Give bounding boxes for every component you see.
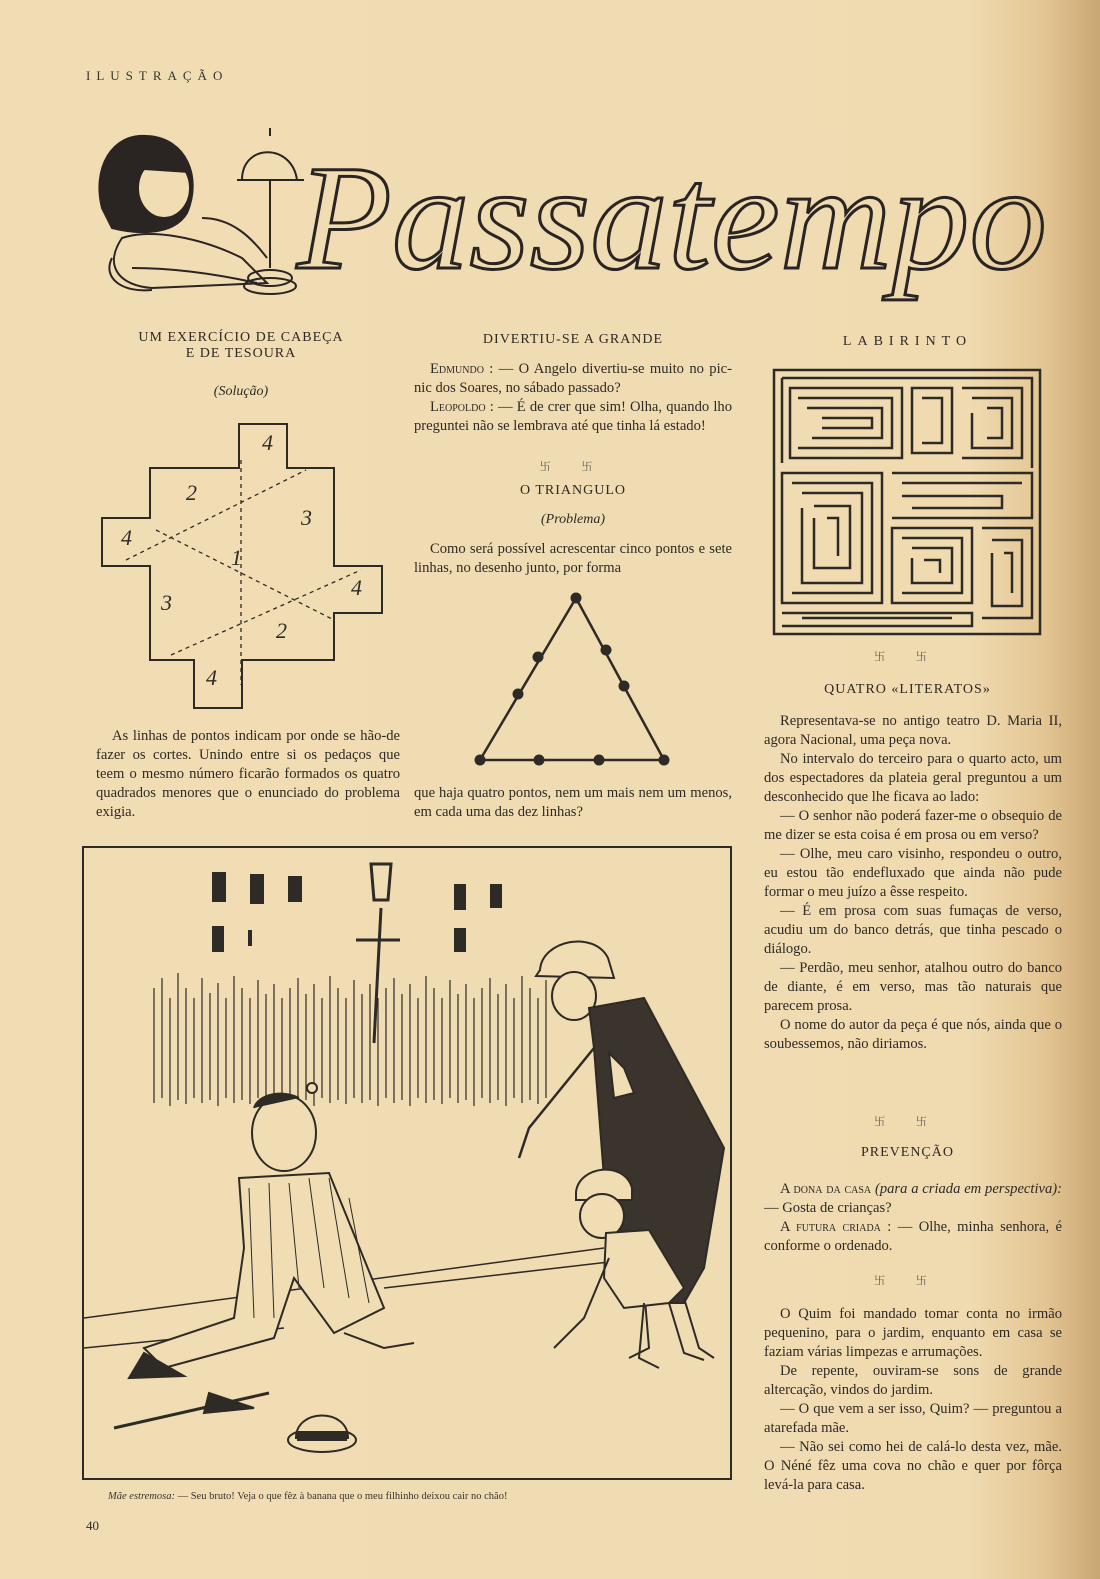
triangle-paragraph-a: Como será possível acrescentar cinco pontos e sete linhas, no desenho junto, por forma — [414, 541, 732, 576]
divertiu-text — [414, 360, 732, 436]
fallen-man — [114, 1083, 414, 1428]
literatos-paragraph: No intervalo do terceiro para o quarto acto, um dos espectadores da plateia geral preguntou a um desconhecido que lhe ficava ao lado: — [764, 751, 1062, 805]
caption-text: — Seu bruto! Veja o que fêz à banana que o meu filhinho deixou cair no chão! — [177, 1491, 508, 1502]
quim-story — [764, 1305, 1062, 1495]
page-number: 40 — [86, 1518, 99, 1533]
puzzle-label: 2 — [186, 480, 197, 505]
exercise-text — [96, 727, 400, 822]
cross-puzzle-figure — [96, 420, 391, 715]
speaker-edmundo: Edmundo — [430, 361, 484, 377]
puzzle-label: 1 — [231, 545, 242, 570]
ornament: 卐 卐 — [874, 651, 941, 663]
divertiu-heading: DIVERTIU-SE A GRANDE — [482, 332, 664, 347]
girl-illustration — [99, 136, 267, 291]
hedge-hatching — [154, 973, 546, 1106]
magazine-name: ILUSTRAÇÃO — [86, 68, 229, 83]
puzzle-label: 4 — [351, 575, 362, 600]
triangle-figure — [468, 590, 678, 770]
puzzle-label: 4 — [262, 430, 273, 455]
cartoon-frame — [82, 846, 732, 1480]
triangle-point — [533, 652, 544, 663]
exercise-heading-line2: E DE TESOURA — [185, 346, 297, 361]
puzzle-label: 4 — [206, 665, 217, 690]
ornament: 卐 卐 — [874, 1116, 941, 1128]
literatos-paragraph: — O senhor não poderá fazer-me o obsequio de me dizer se esta coisa é em prosa ou em verso? — [764, 808, 1062, 843]
literatos-paragraph: — Olhe, meu caro visinho, respondeu o outro, eu estou tão endefluxado que ainda não pude formar o meu juízo a êsse respeito. — [764, 846, 1062, 900]
exercise-subheading: (Solução) — [213, 384, 269, 399]
triangle-point — [513, 689, 524, 700]
exercise-heading-line1: UM EXERCÍCIO DE CABEÇA — [138, 330, 344, 345]
puzzle-label: 2 — [276, 618, 287, 643]
literatos-paragraph: — É em prosa com suas fumaças de verso, acudiu um do banco detrás, que tinha pescado o diálogo. — [764, 903, 1062, 957]
puzzle-label: 4 — [121, 525, 132, 550]
triangle-text-a — [414, 540, 732, 578]
literatos-paragraph: — Perdão, meu senhor, atalhou outro do banco de diante, é em verso, mas tão naturais que parecem prosa. — [764, 960, 1062, 1014]
exercise-heading — [96, 330, 386, 362]
triangle-subheading: (Problema) — [540, 512, 606, 527]
prevencao-text — [764, 1180, 1062, 1256]
triangle-text-b — [414, 784, 732, 822]
labyrinth-figure — [772, 368, 1044, 638]
ornament: 卐 卐 — [874, 1275, 941, 1287]
hat-icon — [288, 1416, 356, 1453]
triangle-point — [534, 755, 545, 766]
exercise-paragraph: As linhas de pontos indicam por onde se hão-de fazer os cortes. Unindo entre si os pedaços que teem o mesmo número ficarão formados os quatro quadrados menores que o enunciado do problema exigia. — [96, 728, 400, 820]
triangle-point — [571, 593, 582, 604]
puzzle-label: 3 — [161, 590, 172, 615]
literatos-paragraph: Representava-se no antigo teatro D. Maria II, agora Nacional, uma peça nova. — [764, 713, 1062, 748]
prev-text1: — Gosta de crianças? — [764, 1200, 892, 1216]
literatos-heading: QUATRO «LITERATOS» — [824, 682, 991, 697]
title-text: Passatempo — [295, 135, 1047, 301]
triangle-point — [659, 755, 670, 766]
triangle-point — [601, 645, 612, 656]
prevencao-heading: PREVENÇÃO — [860, 1145, 954, 1160]
triangle-point — [594, 755, 605, 766]
title-illustration — [92, 118, 1062, 318]
ornament: 卐 卐 — [539, 461, 607, 473]
prev-aside: (para a criada em perspectiva): — [874, 1181, 1063, 1197]
triangle-point — [619, 681, 630, 692]
story-paragraph: — O que vem a ser isso, Quim? — preguntou a atarefada mãe. — [764, 1401, 1062, 1436]
speaker-futura-criada: A futura criada — [780, 1219, 881, 1235]
speaker-leopoldo: Leopoldo — [430, 399, 486, 415]
speaker-dona-da-casa: A dona da casa — [780, 1181, 872, 1197]
dialog1: : — O Angelo divertiu-se muito no pic-nic dos Soares, no sábado passado? — [414, 361, 732, 396]
dialog2: : — É de crer que sim! Olha, quando lho preguntei não se lembrava até que tinha lá estado! — [414, 399, 732, 434]
story-paragraph: De repente, ouviram-se sons de grande altercação, vindos do jardim. — [764, 1363, 1062, 1398]
story-paragraph: O Quim foi mandado tomar conta no irmão pequenino, para o jardim, enquanto em casa se faziam várias limpezas e arrumações. — [764, 1306, 1062, 1360]
triangle-paragraph-b: que haja quatro pontos, nem um mais nem um menos, em cada uma das dez linhas? — [414, 785, 732, 820]
caption-speaker: Mãe estremosa: — [108, 1491, 175, 1502]
cartoon-illustration — [84, 848, 730, 1478]
story-paragraph: — Não sei como hei de calá-lo desta vez, mãe. O Néné fêz uma cova no chão e quer por fôrça levá-la para casa. — [764, 1439, 1062, 1493]
triangle-point — [475, 755, 486, 766]
triangle-heading: O TRIANGULO — [519, 483, 626, 498]
puzzle-label: 3 — [301, 505, 312, 530]
prev-text2: : — Olhe, minha senhora, é conforme o ordenado. — [764, 1219, 1062, 1254]
labirinto-heading: LABIRINTO — [842, 334, 973, 349]
literatos-text — [764, 712, 1062, 1054]
literatos-paragraph: O nome do autor da peça é que nós, ainda que o soubessemos, não diriamos. — [764, 1017, 1062, 1052]
cartoon-caption — [108, 1491, 507, 1502]
